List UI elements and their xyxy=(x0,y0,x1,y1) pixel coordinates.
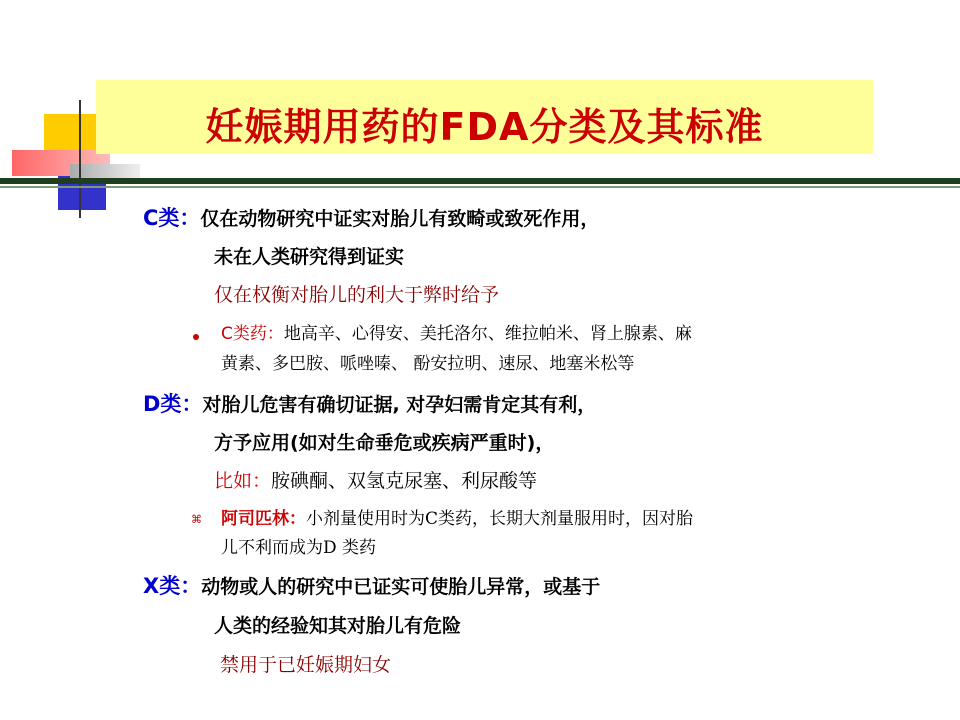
d-aspirin-line1 xyxy=(221,507,693,531)
x-category-text1: 动物或人的研究中已证实可使胎儿异常，或基于 xyxy=(201,576,601,598)
d-category-line1 xyxy=(143,392,596,417)
d-aspirin-text1: 小剂量使用时为C类药，长期大剂量服用时，因对胎 xyxy=(306,509,694,529)
d-category-line2: 方予应用(如对生命垂危或疾病严重时)， xyxy=(214,432,555,454)
c-drugs-line2: 黄素、多巴胺、哌唑嗪、 酚安拉明、速尿、地塞米松等 xyxy=(221,354,635,374)
c-category-advice: 仅在权衡对胎儿的利大于弊时给予 xyxy=(214,284,500,306)
title-divider-thin xyxy=(0,186,960,188)
x-category-line1 xyxy=(143,574,600,599)
x-category-advice: 禁用于已妊娠期妇女 xyxy=(220,654,392,676)
d-example-text: 胺碘酮、双氢克尿塞、利尿酸等 xyxy=(271,470,538,492)
c-category-colon: ： xyxy=(179,206,201,230)
d-category-colon: ： xyxy=(181,392,203,416)
d-aspirin-line2: 儿不利而成为D 类药 xyxy=(221,538,377,558)
title-banner xyxy=(96,80,873,154)
x-category-line2: 人类的经验知其对胎儿有危险 xyxy=(214,615,462,637)
title-divider xyxy=(0,178,960,184)
decor-vertical-line xyxy=(79,100,81,218)
d-category-label: D类 xyxy=(143,392,182,416)
c-category-line1 xyxy=(143,206,599,231)
c-drugs-text1: 地高辛、心得安、美托洛尔、维拉帕米、肾上腺素、麻 xyxy=(283,324,692,344)
x-category-label: X类 xyxy=(143,574,181,598)
page-title: 妊娠期用药的FDA分类及其标准 xyxy=(205,105,764,149)
d-example-line xyxy=(214,469,537,493)
c-category-label: C类 xyxy=(143,206,180,230)
d-aspirin-label: 阿司匹林： xyxy=(221,509,306,529)
x-category-colon: ： xyxy=(180,574,202,598)
d-example-label: 比如： xyxy=(214,470,272,492)
c-drugs-label: C类药： xyxy=(221,324,284,344)
command-bullet-icon: ⌘ xyxy=(191,513,202,526)
d-category-text1: 对胎儿危害有确切证据, 对孕妇需肯定其有利， xyxy=(202,394,597,416)
c-category-text1: 仅在动物研究中证实对胎儿有致畸或致死作用， xyxy=(200,208,600,230)
c-drugs-line1 xyxy=(221,322,692,346)
bullet-dot xyxy=(193,334,199,340)
c-category-line2: 未在人类研究得到证实 xyxy=(214,246,405,268)
